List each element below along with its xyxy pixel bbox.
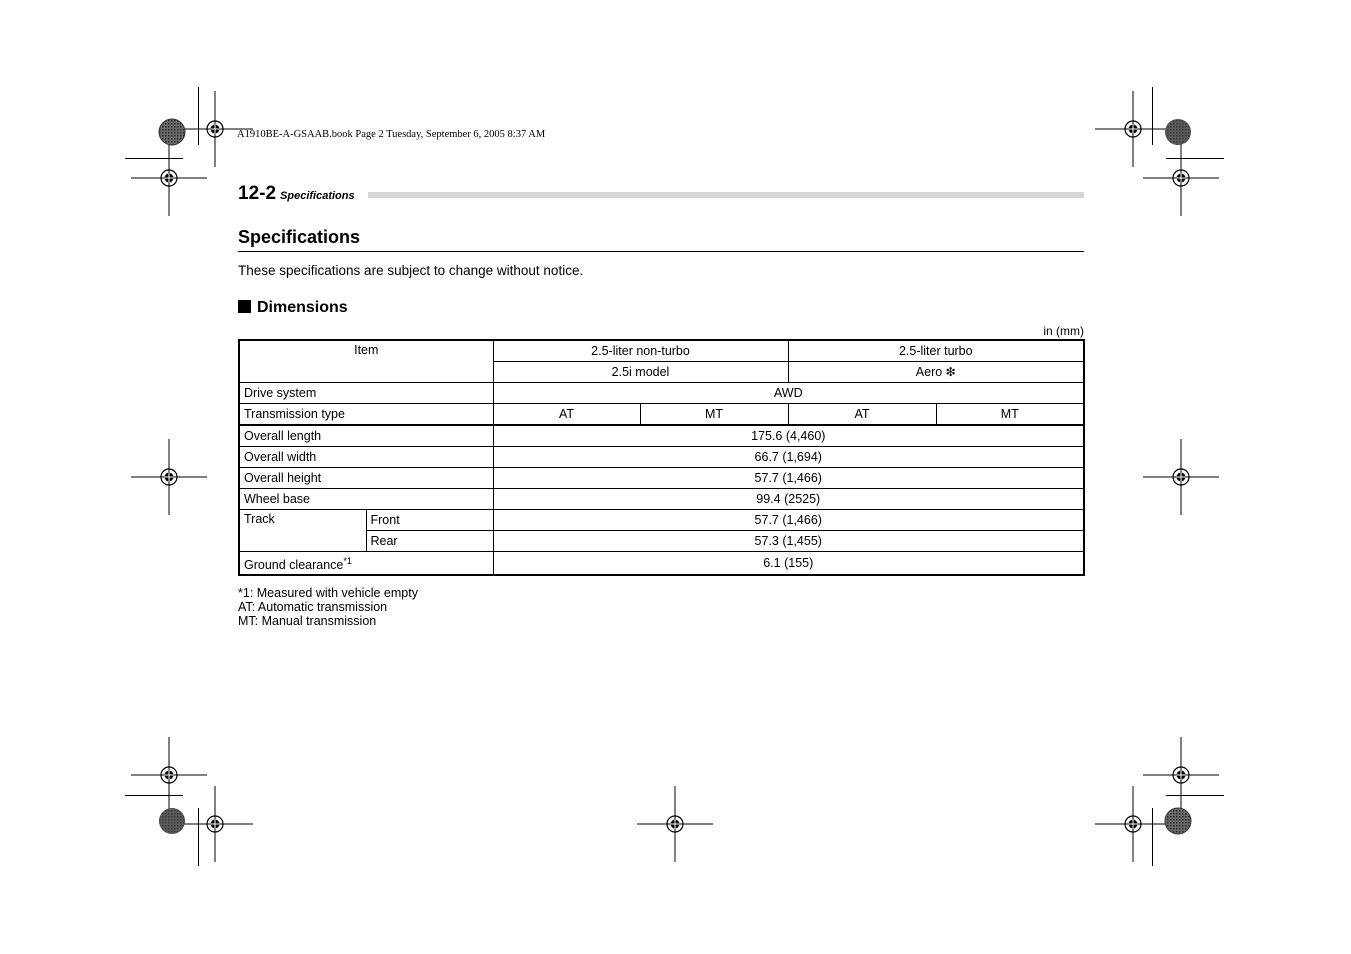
footnote: *1: Measured with vehicle empty <box>238 586 418 600</box>
chapter-number: 12-2 <box>238 183 277 204</box>
row-value: 57.3 (1,455) <box>493 531 1084 552</box>
table-row <box>239 531 1084 552</box>
table-row <box>239 468 1084 489</box>
color-target <box>1165 808 1191 834</box>
dimensions-table <box>238 339 1085 576</box>
row-value: 175.6 (4,460) <box>493 425 1084 447</box>
table-header-row <box>239 340 1084 362</box>
table-row <box>239 447 1084 468</box>
row-value: 99.4 (2525) <box>493 489 1084 510</box>
registration-mark <box>1143 439 1219 515</box>
group-header-nonturbo: 2.5-liter non-turbo <box>493 340 788 362</box>
table-row <box>239 510 1084 531</box>
table-row <box>239 404 1084 426</box>
registration-mark <box>637 786 713 862</box>
item-header: Item <box>239 340 493 383</box>
table-row <box>239 425 1084 447</box>
ground-label: Ground clearance <box>244 558 344 573</box>
trans-value: MT <box>640 404 788 426</box>
color-target <box>159 808 185 834</box>
chapter-bar <box>368 192 1084 198</box>
trans-value: AT <box>788 404 936 426</box>
page-title: Specifications <box>238 227 361 247</box>
chapter-title: Specifications <box>280 190 355 202</box>
file-info: A1910BE-A-GSAAB.book Page 2 Tuesday, September 6, 2005 8:37 AM <box>237 129 546 140</box>
row-label: Track <box>239 510 366 552</box>
title-rule <box>238 251 1084 252</box>
table-row <box>239 489 1084 510</box>
row-label: Overall width <box>239 447 493 468</box>
row-value: 66.7 (1,694) <box>493 447 1084 468</box>
row-sublabel: Front <box>366 510 493 531</box>
registration-mark <box>1143 737 1219 813</box>
model-nonturbo: 2.5i model <box>493 362 788 383</box>
registration-mark <box>177 786 253 862</box>
row-label: Wheel base <box>239 489 493 510</box>
row-label: Overall length <box>239 425 493 447</box>
group-header-turbo: 2.5-liter turbo <box>788 340 1084 362</box>
table-row <box>239 383 1084 404</box>
row-value: 6.1 (155) <box>493 552 1084 576</box>
footnotes <box>238 586 418 628</box>
trans-value: MT <box>936 404 1084 426</box>
table-row <box>239 552 1084 576</box>
snowflake-icon: ❇ <box>945 365 956 379</box>
row-label: Transmission type <box>239 404 493 426</box>
row-label: Drive system <box>239 383 493 404</box>
row-value: 57.7 (1,466) <box>493 468 1084 489</box>
trans-value: AT <box>493 404 640 426</box>
unit-label: in (mm) <box>1043 324 1084 338</box>
row-label <box>239 552 493 576</box>
intro-text: These specifications are subject to change without notice. <box>238 263 584 278</box>
model-turbo-label: Aero <box>915 365 943 379</box>
chapter-header <box>238 183 355 205</box>
footnote-ref: *1 <box>343 556 352 566</box>
registration-mark <box>131 439 207 515</box>
row-value: AWD <box>493 383 1084 404</box>
footnote: MT: Manual transmission <box>238 614 377 628</box>
row-value: 57.7 (1,466) <box>493 510 1084 531</box>
row-sublabel: Rear <box>366 531 493 552</box>
registration-mark <box>1143 140 1219 216</box>
registration-mark <box>131 140 207 216</box>
model-turbo <box>788 362 1084 383</box>
footnote: AT: Automatic transmission <box>238 600 388 614</box>
row-label: Overall height <box>239 468 493 489</box>
registration-mark <box>1095 91 1171 167</box>
color-target <box>159 119 185 145</box>
color-target <box>1165 119 1191 145</box>
registration-mark <box>131 737 207 813</box>
section-heading <box>238 299 348 317</box>
square-bullet-icon <box>238 300 251 313</box>
registration-mark <box>1095 786 1171 862</box>
section-title: Dimensions <box>257 299 348 316</box>
